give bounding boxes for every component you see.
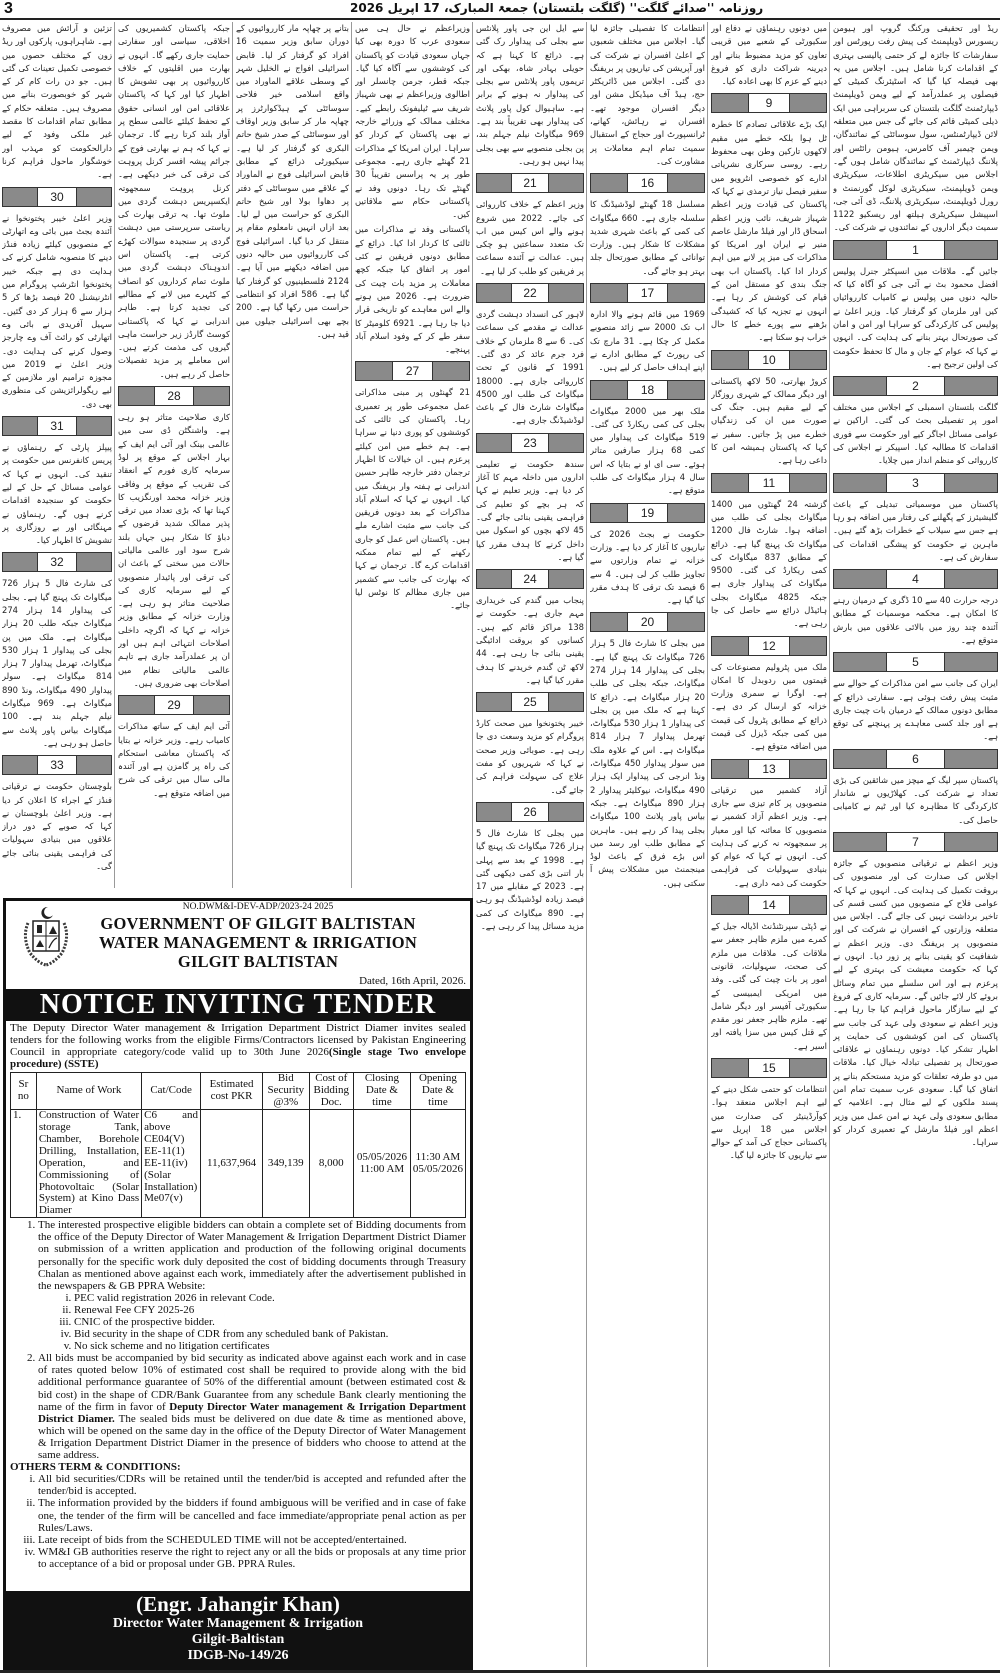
divider-shade (477, 570, 511, 588)
column-divider (829, 22, 830, 1667)
section-number-divider (2, 416, 112, 436)
cell-sr: 1. (11, 1110, 37, 1218)
divider-shade (668, 174, 704, 192)
divider-shade (356, 362, 392, 380)
other-term: i. All bid securities/CDRs will be retained until the tender/bid is accepted and refunded after the tender/bid is accepted. (38, 1473, 466, 1497)
section-number: 17 (627, 284, 668, 302)
news-paragraph: درجہ حرارت 40 سے 10 ڈگری کے درمیان رہنے کا امکان ہے۔ محکمہ موسمیات کے مطابق آئندہ چند روز میں بالائی علاقوں میں بارش متوقع ہے۔ (833, 595, 998, 645)
cell-closing-date: 05/05/2026 11:00 AM (354, 1110, 411, 1218)
news-paragraph: ریڈ اور تحقیقی ورکنگ گروپ اور ہیومن ریسورس ڈویلپمنٹ کی پیش رفت رپورٹس اور سفارشات کا جائزہ لے کر حتمی پالیسی بہتری کے اقدامات کرنا شامل ہیں۔ اجلاس میں یہ بھی فیصلہ کیا گیا کہ اسٹیئرنگ کمیٹی کے فیصلوں پر عملدرآمد کے لیے ویمن ڈویلپمنٹ ڈیپارٹمنٹ گلگت بلتستان کی سربراہی میں ایک ذیلی کمیٹی قائم کی جائے گی جس میں متعلقہ لائن ڈیپارٹمنٹس، سول سوسائٹی کے نمائندگان، ویمن چیمبر آف کامرس، ہیومن رائٹس اور پلاننگ ڈیپارٹمنٹ کے نمائندگان شامل ہوں گے۔ اجلاس میں سیکریٹری اطلاعات، سیکریٹری ویمن ڈویلپمنٹ، سیکریٹری لوکل گورنمنٹ و رورل ڈویلپمنٹ، سیکریٹری پلاننگ، ڈی آئی جی، اسپیشل سیکریٹری ہیلتھ اور ریسکیو 1122 سمیت دیگر اداروں کے نمائندوں نے شرکت کی۔ (833, 23, 998, 233)
news-paragraph: لاہور کی انسداد دہشت گردی عدالت نے مقدمے کی سماعت کی۔ 6 سے 8 ملزمان کے خلاف فرد جرم عائد کر دی گئی۔ 1991 کے قانون کے تحت کارروائی جاری ہے۔ 18000 میگاواٹ کی طلب اور 4500 میگاواٹ شارٹ فال کے باعث لوڈشیڈنگ جاری ہے۔ (476, 309, 584, 426)
section-number: 11 (748, 474, 790, 492)
divider-shade (477, 284, 511, 302)
page-number: 3 (4, 0, 13, 17)
divider-shade (549, 803, 583, 821)
signatory-block (6, 1591, 470, 1667)
news-column-2 (118, 22, 230, 888)
section-number: 33 (37, 756, 77, 774)
section-number-divider (590, 173, 705, 193)
section-number-divider (476, 173, 584, 193)
signatory-designation: Director Water Management & Irrigation (112, 1616, 364, 1631)
news-paragraph: سے ایل این جی پاور پلانٹس سے بجلی کی پیداوار رک گئی ہے۔ ذرائع کا کہنا ہے کہ حویلی بہادر شاہ، بھکی اور تریموں پاور پلانٹس سے بجلی کی پیداوار نہ ہونے کے برابر ہے۔ ساہیوال کول پاور پلانٹ کی پیداوار بھی تقریباً بند ہے۔ 969 میگاواٹ نیلم جہلم بند، پن بجلی منصوبے سے بھی بجلی پیدا نہیں ہو رہی۔ (476, 23, 584, 166)
news-paragraph: وزیراعظم نے حال ہی میں سعودی عرب کا دورہ بھی کیا جہاں سعودی قیادت کو پاکستان کی کوششوں سے آگاہ کیا گیا۔ جبکہ قطر، جرمن چانسلر اور اطالوی وزیراعظم نے بھی شہباز شریف سے ٹیلیفونک رابطے کیے۔ مختلف ممالک کے وزرائے خارجہ نے بھی پاکستان کے کردار کو سراہا۔ ایران امریکا کے مذاکرات 21 گھنٹے جاری رہے۔ مجموعی طور پر یہ پراسس تقریباً 30 گھنٹے تک رہا۔ دونوں وفد نے پاکستانی حکام سے ملاقاتیں کیں۔ (355, 23, 470, 220)
required-document: ii. Renewal Fee CFY 2025-26 (74, 1304, 466, 1316)
section-number-divider (476, 283, 584, 303)
notice-inviting-tender-banner: NOTICE INVITING TENDER (6, 989, 470, 1021)
section-number-divider (833, 832, 998, 852)
section-number: 21 (511, 174, 550, 192)
other-term: ii. The information provided by the bidders if found ambiguous will be verified and in case of fake one, the tender of the firm will be cancelled and face immediate/appropriate penal action as per Rules/Laws. (38, 1497, 466, 1533)
divider-shade (790, 474, 826, 492)
section-number: 19 (627, 504, 668, 522)
news-column-3 (236, 22, 349, 888)
divider-shade (712, 474, 748, 492)
section-number-divider (711, 759, 827, 779)
section-number: 15 (748, 1059, 790, 1077)
tender-reference-number: NO.DWM&I-DEV-ADP/2023-24 2025 (182, 902, 334, 912)
section-number-divider (833, 652, 998, 672)
news-paragraph: وزیر اعظم نے ترقیاتی منصوبوں کے جائزہ اجلاس کی صدارت کی اور منصوبوں کی بروقت تکمیل کی ہدایت کی۔ انہوں نے کہا کہ عوامی فلاح کے منصوبوں میں کسی قسم کی تاخیر برداشت نہیں کی جائے گی۔ اجلاس میں متعلقہ وزارتوں کے افسران نے شرکت کی اور منصوبوں پر بریفنگ دی۔ وزیر اعظم نے شفافیت کو یقینی بنانے پر زور دیا۔ انہوں نے کہا کہ حکومت معیشت کی بہتری کے لیے پرعزم ہے اور اس سلسلے میں تمام وسائل بروئے کار لائے جائیں گے۔ سرمایہ کاری کے فروغ کے لیے سازگار ماحول فراہم کیا جا رہا ہے۔ وزیر اعظم نے سعودی ولی عہد کی جانب سے پاکستان کی امن کوششوں کی حمایت پر اظہار تشکر کیا۔ دونوں رہنماؤں نے علاقائی صورتحال پر تفصیلی تبادلہ خیال کیا۔ ملاقات میں دو طرفہ تعلقات کو مزید مستحکم بنانے پر اتفاق کیا گیا۔ سعودی عرب سمیت تمام امن پسند ملکوں کے لیے مثال ہے۔ اعلامیہ کے مطابق سعودی ولی عہد نے امن عمل میں وزیر اعظم اور فیلڈ مارشل کے تعمیری کردار کو سراہا۔ (833, 857, 998, 1148)
news-paragraph: تزئین و آرائش میں مصروف ہے۔ شاہراہوں، پارکوں اور ریڈ زون کے مختلف حصوں میں خصوصی تکمیل تعینات کی گئی ہیں۔ جو دن رات کام کر کے شہر کو خوبصورت بنانے میں مصروف ہیں۔ متعلقہ حکام کے مطابق تمام اقدامات کا مقصد غیر ملکی وفود کے لیے دارالحکومت کو مہذب اور خوشگوار ماحول فراہم کرنا ہے۔ (2, 23, 112, 180)
works-table-header-row (11, 1073, 466, 1110)
condition-1: 1. The interested prospective eligible bidders can obtain a complete set of Bidding documents from the office of the Deputy Director of Water Management & Irrigation Department District Diamer on submission of a written application and production of the following original documents personally for the specific work duly deposited the cost of bidding documents through Treasury Chalan as mentioned above against each work, immediately after the advertisement published in the newspapers & GB PPRA Website: i. PEC valid registration 2026 in relevant Code. ii. Renewal Fee CFY 2025-26 iii. CNIC of the prospective bidder. iv. Bid security in the shape of CDR from any scheduled bank of Pakistan. v. No sick scheme and no litigation certificates (38, 1219, 466, 1352)
news-paragraph: جائیں گے۔ ملاقات میں انسپکٹر جنرل پولیس افضل محمود بٹ نے آئی جی کو آگاہ کیا کہ حالیہ دنوں میں پولیس نے کامیاب کارروائیاں کیں اور ملزمان کو گرفتار کیا۔ وزیر اعلیٰ نے پولیس کی کارکردگی کو سراہا اور امن و امان کی صورتحال بہتر بنانے کی ہدایت کی۔ انہوں نے کہا کہ عوام کے جان و مال کا تحفظ حکومت کی اولین ترجیح ہے۔ (833, 265, 998, 369)
cell-estimated-cost: 11,637,964 (201, 1110, 263, 1218)
section-number-divider (2, 552, 112, 572)
section-number-divider (711, 93, 827, 113)
news-paragraph: کروڑ بھارتی، 50 لاکھ پاکستانی اور دیگر ممالک کے شہری روزگار کے لیے مقیم ہیں۔ جنگ کی صورت میں ان کی زندگیاں خطرے میں پڑ جاتیں۔ سفیر نے کہا کہ پاکستان ہمیشہ امن کا داعی رہا ہے۔ (711, 375, 827, 466)
section-number: 22 (511, 284, 550, 302)
divider-shade (945, 377, 997, 395)
section-number-divider (2, 187, 112, 207)
news-paragraph: گزشتہ 24 گھنٹوں میں 1400 میگاواٹ بجلی کی طلب میں اضافہ ہوا۔ شارٹ فال 1200 میگاواٹ تک پہنچ گیا ہے۔ ذرائع کے مطابق 837 میگاواٹ کی کمی ریکارڈ کی گئی۔ 9500 میگاواٹ کی پیداوار جاری ہے جبکہ 4825 میگاواٹ بجلی ہائیڈل ذرائع سے حاصل کی جا رہی ہے۔ (711, 498, 827, 629)
divider-shade (790, 760, 826, 778)
tender-conditions-list (10, 1219, 466, 1461)
news-column-6 (590, 22, 705, 1667)
news-paragraph: وزیر اعظم کے خلاف کارروائی کی جائے۔ 2022 میں شروع ہونے والے اس کیس میں اب تک متعدد سماعتیں ہو چکی ہیں۔ عدالت نے آئندہ سماعت پر فریقین کو طلب کر لیا ہے۔ (476, 199, 584, 276)
divider-shade (194, 696, 229, 714)
news-paragraph: پاکستانی وفد نے مذاکرات میں ثالثی کا کردار ادا کیا۔ ذرائع کے مطابق دونوں فریقین نے کئی امور پر اتفاق کیا جبکہ کچھ معاملات پر مزید بات چیت کی ضرورت ہے۔ 2026 میں ہونے والے اس معاہدے کو تاریخی قرار دیا جا رہا ہے۔ 6921 کلومیٹر کا سفر طے کر کے وفود اسلام آباد پہنچے۔ (355, 224, 470, 355)
divider-shade (668, 613, 704, 631)
divider-shade (77, 188, 111, 206)
section-number: 5 (886, 653, 945, 671)
news-paragraph: پاکستان میں موسمیاتی تبدیلی کے باعث گلیشیئرز کے پگھلنے کی رفتار میں اضافہ ہو رہا ہے جس سے سیلاب کے خطرات بڑھ گئے ہیں۔ ماہرین نے حکومت کو پیشگی اقدامات کی سفارش کی ہے۔ (833, 498, 998, 562)
tender-header (6, 901, 470, 989)
section-number: 12 (748, 637, 790, 655)
section-number: 20 (627, 613, 668, 631)
news-paragraph: گلگت بلتستان اسمبلی کے اجلاس میں مختلف امور پر تفصیلی بحث کی گئی۔ اراکین نے عوامی مسائل اجاگر کیے اور حکومت سے فوری اقدامات کا مطالبہ کیا۔ اسپیکر نے اجلاس کی کارروائی کو منظم انداز میں چلایا۔ (833, 402, 998, 466)
news-paragraph: میں بجلی کا شارٹ فال 5 ہزار 726 میگاواٹ تک پہنچ گیا ہے۔ 1998 کے بعد سے پہلی بار اتنی بڑی کمی دیکھی گئی ہے۔ 2023 کے مقابلے میں 17 فیصد زیادہ لوڈشیڈنگ ہو رہی ہے۔ 890 میگاواٹ کی کمی مزید مسائل پیدا کر رہی ہے۔ (476, 827, 584, 932)
col-header-name-of-work: Name of Work (36, 1073, 141, 1110)
divider-shade (549, 570, 583, 588)
divider-shade (591, 284, 627, 302)
divider-shade (591, 613, 627, 631)
divider-shade (477, 174, 511, 192)
section-number-divider (833, 749, 998, 769)
col-header-opening-date: Opening Date & time (410, 1073, 465, 1110)
divider-shade (3, 188, 37, 206)
news-paragraph: نے ڈپٹی سپرنٹنڈنٹ اڈیالہ جیل کے کمرے میں ملزم ظاہر جعفر سے ملاقات کی۔ ملاقات میں ملزم کی صحت، سہولیات، قانونی امور پر بات چیت کی گئی۔ وفد میں امریکی ایمبیسی کے سکیورٹی آفیسر اور دیگر شامل تھے۔ ملزم ظاہر جعفر نور مقدم کے قتل کیس میں سزا یافتہ اور اسیر ہے۔ (711, 921, 827, 1051)
divider-shade (834, 653, 886, 671)
divider-shade (194, 387, 229, 405)
divider-shade (712, 896, 748, 914)
divider-shade (549, 284, 583, 302)
divider-shade (790, 637, 826, 655)
news-paragraph: ملک بھر میں 2000 میگاواٹ بجلی کی کمی ریکارڈ کی گئی۔ 519 میگاواٹ کی پیداوار میں کمی 68 ہزار صارفین متاثر ہوئے۔ سی ای او نے بتایا کہ اس سال 4 ہزار میگاواٹ کی طلب متوقع ہے۔ (590, 405, 705, 496)
divider-shade (945, 570, 997, 588)
section-number: 25 (511, 693, 550, 711)
cell-name-of-work: Construction of Water storage Tank, Chamber, Borehole Drilling, Installation, Operation, and Commissioning of Photovoltaic (Solar System) at Kino Dass Diamer (36, 1110, 141, 1218)
section-number: 18 (627, 381, 668, 399)
cell-doc-cost: 8,000 (309, 1110, 354, 1218)
divider-shade (834, 570, 886, 588)
news-paragraph: کی شارٹ فال 5 ہزار 726 میگاواٹ تک پہنچ گیا ہے۔ بجلی کی پیداوار 14 ہزار 274 میگاواٹ جبکہ طلب 20 ہزار میگاواٹ ہے۔ ملک میں پن بجلی کی پیداوار 1 ہزار 530 میگاواٹ، تھرمل پیداوار 7 ہزار 814 میگاواٹ ہے۔ سولر پیداوار 490 میگاواٹ، ونڈ 890 میگاواٹ ہے۔ 969 میگاواٹ نیلم جہلم بند ہے۔ 100 میگاواٹ بیاس پاور پلانٹ سے حاصل ہو رہی ہے۔ (2, 578, 112, 748)
divider-shade (77, 756, 111, 774)
cell-opening-date: 11:30 AM 05/05/2026 (410, 1110, 465, 1218)
news-paragraph: بتانے پر چھاپہ مار کارروائیوں کے دوران سابق وزیر سمیت 16 افراد کو گرفتار کر لیا۔ قابض اسرائیلی افواج نے الخلیل شہر کے وسطی علاقے الماوراد میں واقع اسلامی خیر فلاحی سوسائٹی کے ہیڈکوارٹرز پر چھاپہ مار کر سابق وزیر اوقاف اور سوسائٹی کے صدر شیخ حاتم البکری کو گرفتار کر لیا ہے۔ سیکیورٹی ذرائع کے مطابق قابض اسرائیلی فوج نے الماوراد کے علاقے میں سوسائٹی کے دفتر پر دھاوا بولا اور شیخ حاتم البکری کو حراست میں لے لیا۔ بعد ازاں انہیں نامعلوم مقام پر منتقل کر دیا گیا۔ اسرائیلی فوج کی کارروائیوں میں حالیہ دنوں میں اضافہ دیکھنے میں آیا ہے۔ 2124 فلسطینیوں کو گرفتار کیا گیا ہے۔ 586 افراد کو انتظامی حراست میں رکھا گیا ہے۔ 200 بچے بھی اسرائیلی جیلوں میں قید ہیں۔ (236, 23, 349, 339)
section-number-divider (590, 503, 705, 523)
section-number: 29 (154, 696, 194, 714)
section-number-divider (833, 376, 998, 396)
divider-shade (712, 760, 748, 778)
section-number: 9 (748, 94, 790, 112)
other-terms-list (10, 1473, 466, 1570)
news-column-1 (2, 22, 112, 888)
col-header-estimated-cost: Estimated cost PKR (201, 1073, 263, 1110)
news-paragraph: انتظامات کو حتمی شکل دینے کے لیے اہم اجلاس منعقد ہوا۔ کوآرڈینیٹر کی صدارت میں اجلاس میں 18 اپریل سے پاکستانی حجاج کی آمد کے حوالے سے تیاریوں کا جائزہ لیا گیا۔ (711, 1084, 827, 1161)
column-divider (707, 22, 708, 1667)
news-paragraph: پیپلز پارٹی کے رہنماؤں نے پریس کانفرنس میں حکومت پر تنقید کی۔ انہوں نے کہا کہ عوامی مسائل کے حل کے لیے حکومت کو سنجیدہ اقدامات کرنے ہوں گے۔ رہنماؤں نے مہنگائی اور بے روزگاری پر تشویش کا اظہار کیا۔ (2, 442, 112, 546)
section-number-divider (590, 283, 705, 303)
news-paragraph: انتظامات کا تفصیلی جائزہ لیا گیا۔ اجلاس میں مختلف شعبوں کے اعلیٰ افسران نے شرکت کی اور آپریشن کی تیاریوں پر بریفنگ دی گئی۔ اجلاس میں ڈائریکٹر حج، ہیڈ آف میڈیکل مشن اور دیگر افسران موجود تھے۔ افسران نے رہائش، کھانے، ٹرانسپورٹ اور حجاج کے استقبال سمیت تمام اہم معاملات پر مشاورت کی۔ (590, 23, 705, 166)
news-paragraph: ملک میں پٹرولیم مصنوعات کی قیمتوں میں ردوبدل کا امکان ہے۔ اوگرا نے سمری وزارت خزانہ کو ارسال کر دی ہے۔ ذرائع کے مطابق پٹرول کی قیمت میں کمی جبکہ ڈیزل کی قیمت میں اضافہ متوقع ہے۔ (711, 661, 827, 752)
section-number-divider (590, 612, 705, 632)
divider-shade (790, 94, 826, 112)
divider-shade (119, 387, 154, 405)
divider-shade (712, 1059, 748, 1077)
divider-shade (591, 381, 627, 399)
required-documents-list (38, 1292, 466, 1352)
divider-shade (790, 896, 826, 914)
divider-shade (834, 833, 886, 851)
other-term: iv. WM&I GB authorities reserve the right to reject any or all the bids or proposals at any time prior to acceptance of a bid or proposal under GB. PPRA Rules. (38, 1546, 466, 1570)
section-number-divider (711, 895, 827, 915)
col-header-cat-code: Cat/Code (142, 1073, 201, 1110)
divider-shade (668, 381, 704, 399)
section-number-divider (476, 569, 584, 589)
news-paragraph: 21 گھنٹوں پر مبنی مذاکراتی عمل مجموعی طور پر تعمیری رہا۔ پاکستان کی ثالثی کی کوششوں کو پوری دنیا نے سراہا ہے۔ ہم خطے میں امن کیلئے پرعزم ہیں۔ ان خیالات کا اظہار ترجمان دفتر خارجہ طاہر حسین اندرابی نے ہفتہ وار بریفنگ میں کیا۔ انہوں نے کہا کہ اسلام آباد مذاکرات کے بعد دونوں فریقین کی جانب سے مثبت اشارے ملے ہیں۔ پاکستان اس عمل کو جاری رکھنے کے لیے تمام ممکنہ اقدامات کرے گا۔ ترجمان نے کہا کہ بھارت کی جانب سے کشمیر میں جاری مظالم کا نوٹس لیا جائے۔ (355, 387, 470, 611)
divider-shade (477, 693, 511, 711)
tender-heading-line-2: WATER MANAGEMENT & IRRIGATION (99, 933, 417, 952)
news-paragraph: ایک بڑے علاقائی تصادم کا خطرہ ٹل ہوا بلکہ خطے میں مقیم لاکھوں تارکین وطن بھی محفوظ رہے۔ روسی سرکاری نشریاتی ادارے کو خصوصی انٹرویو میں سفیر فیصل نیاز ترمذی نے کہا کہ پاکستان کی قیادت وزیر اعظم شہباز شریف، نائب وزیر اعظم اسحاق ڈار اور فیلڈ مارشل عاصم منیر نے ایران اور امریکا کو مذاکرات کی میز پر لانے میں اہم کردار ادا کیا۔ پاکستان اب بھی جنگ بندی کو مستقل امن کے قیام کی کوشش کر رہا ہے۔ انہوں نے تجزیہ کیا کہ کشیدگی بڑھنے سے پورے خطے کا حال خراب ہو سکتا ہے۔ (711, 119, 827, 343)
signatory-name: (Engr. Jahangir Khan) (136, 1592, 340, 1616)
section-number: 16 (627, 174, 668, 192)
condition-2: 2. All bids must be accompanied by bid security as indicated above against each work and in case of rates quoted below 10% of estimated cost shall be required to provide along with the bid additional performance guarantee of 50% of the differential amount (between estimated cost & bid cost) in the shape of CDR/Bank Guarantee from any schedule Bank clearly mentioning the name of the firm in favor of Deputy Director Water management & Irrigation Department District Diamer. The sealed bids must be delivered on due date & time as mentioned above, which will be opened on the same day in the office of the Deputy Director of Water Management & Irrigation Department District Diamer in the presence of bidders who choose to attend at the same address. (38, 1352, 466, 1461)
cell-bid-security: 349,139 (263, 1110, 309, 1218)
tender-body (6, 1021, 470, 1591)
divider-shade (77, 417, 111, 435)
news-paragraph: جبکہ پاکستان کشمیریوں کی اخلاقی، سیاسی اور سفارتی حمایت جاری رکھے گا۔ انہوں نے بھارت میں اقلیتوں کے خلاف کارروائیوں پر بھی تشویش کا اظہار کیا اور کہا کہ پاکستان علاقائی امن اور انسانی حقوق کے تحفظ کیلئے عالمی سطح پر آواز بلند کرتا رہے گا۔ ترجمان نے کہا کہ ہم نے بھارتی فوج کے جرائم پیشہ افسر کرنل پروہت کی ترقی کی خبر دیکھی ہے۔ کرنل پروہت سمجھوتہ ایکسپریس دہشت گردی میں ملوث تھا۔ یہ ترقی بھارت کی ریاستی سرپرستی میں دہشت گردی پر سنجیدہ سوالات کھڑے کرتی ہے۔ پاکستان اس اندوہناک دہشت گردی میں ملوث تمام کرداروں کو انصاف کے کٹہرے میں لانے کے مطالبے کی تجدید کرتا ہے۔ طاہر اندرابی نے کہا کہ پاکستانی کوسٹ گارڈز زیر حراست ماہی گیروں کی مذمت کرتے ہیں۔ اس معاملے پر مزید تفصیلات حاصل کر رہے ہیں۔ (118, 23, 230, 379)
section-number-divider (118, 386, 230, 406)
divider-shade (549, 693, 583, 711)
divider-shade (433, 362, 469, 380)
divider-shade (119, 696, 154, 714)
divider-shade (549, 174, 583, 192)
section-number: 10 (748, 351, 790, 369)
divider-shade (668, 504, 704, 522)
divider-shade (3, 553, 37, 571)
section-number-divider (711, 1058, 827, 1078)
divider-shade (477, 803, 511, 821)
signatory-region: Gilgit-Baltistan (191, 1632, 285, 1647)
divider-shade (712, 94, 748, 112)
news-paragraph: خیبر پختونخوا میں صحت کارڈ پروگرام کو مزید وسعت دی جا رہی ہے۔ صوبائی وزیر صحت نے کہا کہ شہریوں کو مفت علاج کی سہولت فراہم کی جائے گی۔ (476, 718, 584, 795)
section-number-divider (476, 802, 584, 822)
divider-shade (790, 1059, 826, 1077)
news-column-4 (355, 22, 470, 888)
works-table (10, 1072, 466, 1218)
required-document: i. PEC valid registration 2026 in relevant Code. (74, 1292, 466, 1304)
section-number-divider (355, 361, 470, 381)
divider-shade (945, 241, 997, 259)
section-number-divider (118, 695, 230, 715)
section-number: 1 (886, 241, 945, 259)
column-divider (351, 22, 352, 888)
col-header-closing-date: Closing Date & time (354, 1073, 411, 1110)
section-number: 6 (886, 750, 945, 768)
news-paragraph: پنجاب میں گندم کی خریداری مہم جاری ہے۔ حکومت نے 138 مراکز قائم کیے ہیں۔ کسانوں کو بروقت ادائیگی یقینی بنائی جا رہی ہے۔ 44 لاکھ ٹن گندم خریدنے کا ہدف مقرر کیا گیا ہے۔ (476, 595, 584, 685)
col-header-sr: Sr no (11, 1073, 37, 1110)
divider-shade (477, 434, 511, 452)
news-paragraph: ایران کی جانب سے امن مذاکرات کے حوالے سے مثبت پیش رفت ہوئی ہے۔ سفارتی ذرائع کے مطابق دونوں ممالک کے درمیان بات چیت جاری ہے اور جلد کسی معاہدے پر پہنچنے کی توقع ہے۔ (833, 678, 998, 742)
divider-shade (712, 637, 748, 655)
divider-shade (3, 417, 37, 435)
news-paragraph: کاری صلاحیت متاثر ہو رہی ہے۔ واشنگٹن ڈی سی میں عالمی بینک اور آئی ایم ایف کے بہار اجلاس کے موقع پر لوڈ سرمایہ کاری فورم کے انعقاد کی تقریب کے موقع پر وفاقی وزیر خزانہ محمد اورنگزیب کا کہنا تھا کہ بڑی تعداد میں ترقی پذیر ممالک شدید قرضوں کے دباؤ کا شکار ہیں جہاں بلند شرح سود اور عالمی مالیاتی حالات میں سختی کے باعث ان کی ترقی اور پائیدار منصوبوں کے لیے سرمایہ کاری کی صلاحیت متاثر ہو رہی ہے۔ وزارت خزانہ کے مطابق وزیر خزانہ نے کہا کہ اگرچہ داخلی اصلاحات انتہائی اہم ہیں اور ان پر عملدرآمد جاری ہے تاہم عالمی مالیاتی نظام میں اصلاحات بھی ضروری ہیں۔ (118, 412, 230, 688)
masthead (0, 0, 1000, 20)
required-document: iii. CNIC of the prospective bidder. (74, 1316, 466, 1328)
divider-shade (834, 474, 886, 492)
tender-heading-line-1: GOVERNMENT OF GILGIT BALTISTAN (100, 914, 416, 933)
column-divider (232, 22, 233, 888)
tender-heading-line-3: GILGIT BALTISTAN (177, 952, 339, 971)
section-number-divider (590, 380, 705, 400)
section-number-divider (711, 636, 827, 656)
news-paragraph: حکومت نے بجٹ 2026 کی تیاریوں کا آغاز کر دیا ہے۔ وزارت خزانہ نے تمام وزارتوں سے تجاویز طلب کر لی ہیں۔ 4 سے 6 فیصد تک ترقی کا ہدف مقرر کیا گیا ہے۔ (590, 528, 705, 606)
section-number: 26 (511, 803, 550, 821)
tender-intro: The Deputy Director Water management & Irrigation Department District Diamer invites sealed tenders for the following works from the eligible Firms/Contractors licensed by Pakistan Engineering Council in appropriate category/code valid up to 30th June 2026(Single stage Two envelope procedure) (SSTE) (10, 1022, 466, 1071)
divider-shade (945, 474, 997, 492)
divider-shade (945, 833, 997, 851)
divider-shade (3, 756, 37, 774)
news-column-7 (711, 22, 827, 1667)
section-number: 27 (392, 362, 433, 380)
column-divider (586, 22, 587, 1667)
required-document: iv. Bid security in the shape of CDR from any scheduled bank of Pakistan. (74, 1328, 466, 1340)
news-paragraph: مسلسل 18 گھنٹے لوڈشیڈنگ کا سلسلہ جاری ہے۔ 660 میگاواٹ کی کمی کے باعث شہری شدید مشکلات کا شکار ہیں۔ وزارت توانائی کے مطابق صورتحال جلد بہتر ہو جائے گی۔ (590, 199, 705, 276)
section-number-divider (476, 433, 584, 453)
section-number: 4 (886, 570, 945, 588)
section-number: 28 (154, 387, 194, 405)
tender-notice (3, 898, 473, 1670)
divider-shade (834, 750, 886, 768)
newspaper-title-date: روزنامہ ''صدائے گلگت'' (گلگت بلتستان) جمعۃ المبارک، 17 اپریل 2026 (350, 1, 764, 15)
column-divider (114, 22, 115, 888)
news-column-8 (833, 22, 998, 1667)
advertisement-idgb-number: IDGB-No-149/26 (187, 1648, 289, 1663)
section-number-divider (711, 350, 827, 370)
news-paragraph: 1969 میں قائم ہونے والا ادارہ اب تک 2000 سے زائد منصوبے مکمل کر چکا ہے۔ 31 مارچ تک کی رپورٹ کے مطابق ادارے نے اپنے اہداف حاصل کر لیے ہیں۔ (590, 309, 705, 373)
news-paragraph: وزیر اعلیٰ خیبر پختونخوا نے آئندہ بجٹ میں بائی وے اتھارٹی کے منصوبوں کیلئے زیادہ فنڈز دینے کا منصوبہ شامل کرنے کی ہدایت دی ہے جبکہ خیبر پختونخوا انٹرشپ پروگرام میں انٹرنیشنل 20 فیصد بڑھا کر 5 ہزار سے 6 ہزار کر دی گئیں۔ سہیل آفریدی نے بائی وے اتھارٹی کو رائٹ آف وے چارجز وصول کرنے کی ہدایت دی۔ وزیر اعلیٰ نے 2019 میں مجوزہ ترامیم اور ملازمین کے لیے ریگولرائزیشن کی منظوری بھی دی۔ (2, 212, 112, 409)
divider-shade (712, 351, 748, 369)
news-paragraph: آئی ایم ایف کے ساتھ مذاکرات کامیاب رہے۔ وزیر خزانہ نے بتایا کہ پاکستان معاشی استحکام کی راہ پر گامزن ہے اور آئندہ مالی سال میں ترقی کی شرح میں اضافہ متوقع ہے۔ (118, 721, 230, 798)
section-number: 24 (511, 570, 550, 588)
divider-shade (549, 434, 583, 452)
section-number-divider (711, 473, 827, 493)
section-number-divider (833, 240, 998, 260)
divider-shade (834, 241, 886, 259)
section-number: 3 (886, 474, 945, 492)
section-number: 13 (748, 760, 790, 778)
news-paragraph: بلوچستان حکومت نے ترقیاتی فنڈز کے اجراء کا اعلان کر دیا ہے۔ وزیر اعلیٰ بلوچستان نے کہا کہ صوبے کے دور دراز علاقوں میں بنیادی سہولیات کی فراہمی یقینی بنائی جائے گی۔ (2, 781, 112, 872)
section-number-divider (833, 569, 998, 589)
divider-shade (591, 174, 627, 192)
table-row (11, 1110, 466, 1218)
news-paragraph: میں بجلی کا شارٹ فال 5 ہزار 726 میگاواٹ تک پہنچ گیا ہے۔ بجلی کی پیداوار 14 ہزار 274 میگاواٹ، جبکہ بجلی کی طلب 20 ہزار میگاواٹ ہے۔ ذرائع کا کہنا ہے کہ ملک میں پن بجلی کی پیداوار 1 ہزار 530 میگاواٹ، تھرمل پیداوار 7 ہزار 814 میگاواٹ ہے۔ اس کے علاوہ ملک میں سولر پیداوار 450 میگاواٹ، ونڈ انرجی کی پیداوار ایک ہزار 490 میگاواٹ، نیوکلیئر پیداوار 2 ہزار 890 میگاواٹ ہے۔ جبکہ بیاس پاور پلانٹ 100 میگاواٹ بجلی پیدا کر رہے ہیں۔ ماہرین کے مطابق طلب اور رسد میں اس بڑے فرق کے باعث لوڈ مینجمنٹ میں مشکلات پیش آ سکتی ہیں۔ (590, 638, 705, 888)
section-number: 14 (748, 896, 790, 914)
divider-shade (591, 504, 627, 522)
divider-shade (945, 653, 997, 671)
divider-shade (77, 553, 111, 571)
section-number: 31 (37, 417, 77, 435)
section-number: 32 (37, 553, 77, 571)
other-term: iii. Late receipt of bids from the SCHEDULED TIME will not be accepted/entertained. (38, 1534, 466, 1546)
col-header-cost-of-bidding-doc: Cost of Bidding Doc. (309, 1073, 354, 1110)
divider-shade (790, 351, 826, 369)
section-number: 23 (511, 434, 550, 452)
section-number: 2 (886, 377, 945, 395)
section-number-divider (833, 473, 998, 493)
col-header-bid-security: Bid Security @3% (263, 1073, 309, 1110)
news-paragraph: پاکستان سپر لیگ کے میچز میں شائقین کی بڑی تعداد نے شرکت کی۔ کھلاڑیوں نے شاندار کارکردگی کا مظاہرہ کیا اور ٹیم نے کامیابی حاصل کی۔ (833, 774, 998, 825)
divider-shade (834, 377, 886, 395)
news-column-5 (476, 22, 584, 1667)
cell-cat-code: C6 and above CE04(V) EE-11(1) EE-11(iv) (Solar Installation) Me07(v) (142, 1110, 201, 1218)
other-terms-heading: OTHERS TERM & CONDITIONS: (10, 1461, 181, 1474)
section-number: 7 (886, 833, 945, 851)
divider-shade (668, 284, 704, 302)
section-number-divider (2, 755, 112, 775)
news-paragraph: سندھ حکومت نے تعلیمی اداروں میں داخلہ مہم کا آغاز کر دیا ہے۔ وزیر تعلیم نے کہا کہ ہر بچے کو تعلیم کی فراہمی یقینی بنائی جائے گی۔ 45 لاکھ بچوں کو اسکول میں داخل کرنے کا ہدف مقرر کیا گیا ہے۔ (476, 458, 584, 562)
news-paragraph: میں دونوں رہنماؤں نے دفاع اور سکیورٹی کے شعبے میں قریبی تعاون کو مزید مضبوط بنانے اور دیرینہ شراکت داری کو فروغ دینے کے عزم کا بھی اعادہ کیا۔ (711, 23, 827, 87)
tender-date: Dated, 16th April, 2026. (359, 975, 466, 987)
required-document: v. No sick scheme and no litigation certificates (74, 1340, 466, 1352)
section-number: 30 (37, 188, 77, 206)
news-paragraph: آزاد کشمیر میں ترقیاتی منصوبوں پر کام تیزی سے جاری ہے۔ وزیر اعظم آزاد کشمیر نے منصوبوں کا معائنہ کیا اور معیار پر سمجھوتہ نہ کرنے کی ہدایت کی۔ انہوں نے کہا کہ عوام کو بنیادی سہولیات کی فراہمی حکومت کی ذمہ داری ہے۔ (711, 784, 827, 888)
section-number-divider (476, 692, 584, 712)
divider-shade (945, 750, 997, 768)
